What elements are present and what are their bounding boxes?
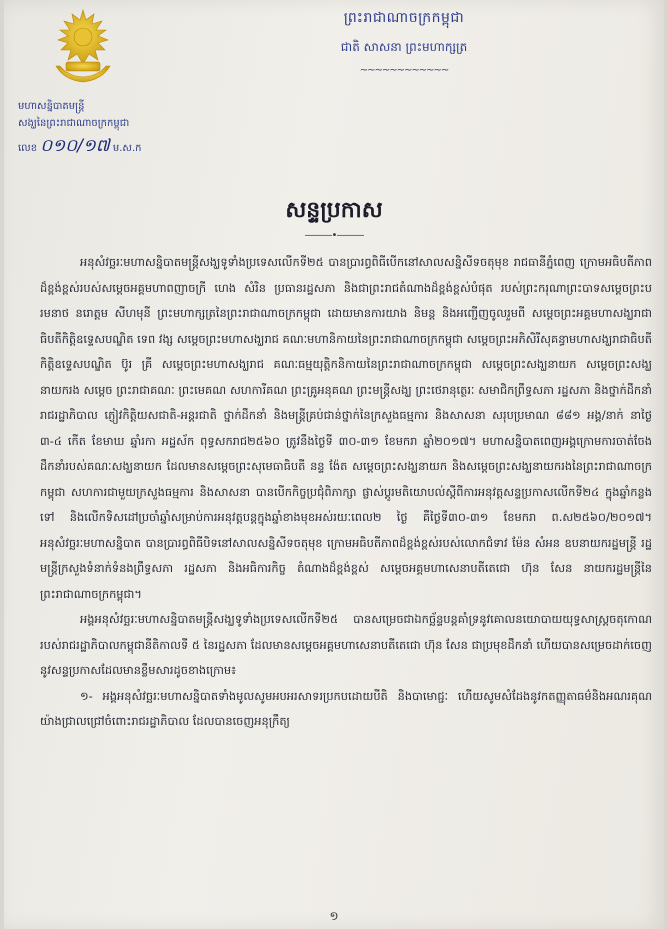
- ref-suffix: ម.ស.ក: [112, 143, 142, 154]
- paragraph-2: អង្គអនុសំវច្ឆរៈមហាសន្និបាតមន្ត្រីសង្ឃទូទាំងប្រទេសលើកទី២៥ បានសម្រេចជាឯកច្ឆ័ន្ទបន្តគាំទ្រនូវគោលនយោបាយយុទ្ធសាស្ត្រចតុកោណរបស់រាជរដ្ឋាភិបាលកម្ពុជានីតិកាលទី ៥ នៃរដ្ឋសភា ដែលមានសម្ដេចអគ្គមហាសេនាបតីតេជោ ហ៊ុន សែន ជាប្រមុខដឹកនាំ ហើយបានសម្រេចដាក់ចេញនូវសន្ទប្រកាសដែលមានខ្លឹមសារដូចខាងក្រោម៖: [40, 612, 652, 677]
- ref-prefix: លេខ: [18, 143, 38, 154]
- paragraph-1: អនុសំវច្ឆរៈមហាសន្និបាតមន្ត្រីសង្ឃទូទាំងប្រទេសលើកទី២៥ បានប្រារព្ធពិធីបើកនៅសាលសន្និសីទចតុមុខ រាជធានីភ្នំពេញ ក្រោមអធិបតីភាពដ៏ខ្ពង់ខ្ពស់របស់សម្ដេចអគ្គមហាពញាចក្រី ហេង សំរិន ប្រធានរដ្ឋសភា និងជាព្រះរាជតំណាងដ៏ខ្ពង់ខ្ពស់បំផុត របស់ព្រះករុណាព្រះបាទសម្ដេចព្រះបរមនាថ នរោត្តម សីហមុនី ព្រះមហាក្សត្រនៃព្រះរាជាណាចក្រកម្ពុជា ដោយមានការយាង និមន្ត និងអញ្ជើញចូលរួមពី សម្ដេចព្រះអគ្គមហាសង្ឃរាជាធិបតីកិត្តិឧទ្ទេសបណ្ឌិត ទេព វង្ស សម្ដេចព្រះមហាសង្ឃរាជ គណៈមហានិកាយនៃព្រះរាជាណាចក្រកម្ពុជា សម្ដេចព្រះអភិសិរីសុគន្ធាមហាសង្ឃរាជាធិបតីកិត្តិឧទ្ទេសបណ្ឌិត ប៊ូរ គ្រី សម្ដេចព្រះមហាសង្ឃរាជ គណៈធម្មយុត្តិកនិកាយនៃព្រះរាជាណាចក្រកម្ពុជា សម្ដេចព្រះសង្ឃនាយក សម្ដេចព្រះសង្ឃនាយករង សម្ដេច ព្រះរាជាគណៈ ព្រះមេគណ សហការីគណ ព្រះគ្រូអនុគណ ព្រះមន្ត្រីសង្ឃ ព្រះថេរានុត្ថេរៈ សមាជិកព្រឹទ្ធសភា រដ្ឋសភា និងថ្នាក់ដឹកនាំរាជរដ្ឋាភិបាល ភ្ញៀវកិត្តិយសជាតិ-អន្តរជាតិ ថ្នាក់ដឹកនាំ និងមន្ត្រីគ្រប់ជាន់ថ្នាក់នៃក្រសួងធម្មការ និងសាសនា សរុបប្រមាណ ៨៨១ អង្គ/នាក់ នាថ្ងៃ ៣-៤ កើត ខែមាឃ ឆ្នាំរកា អដ្ឋស័ក ពុទ្ធសករាជ២៥៦០ ត្រូវនឹងថ្ងៃទី ៣០-៣១ ខែមករា ឆ្នាំ២០១៧។ មហាសន្និបាតពេញអង្គក្រោមការចាត់ចែងដឹកនាំរបស់គណៈសង្ឃនាយក ដែលមានសម្ដេចព្រះសុមេធាធិបតី នន្ទ ង៉ែត សម្ដេចព្រះសង្ឃនាយក និងសម្ដេចព្រះសង្ឃនាយករងនៃព្រះរាជាណាចក្រកម្ពុជា សហការជាមួយក្រសួងធម្មការ និងសាសនា បានបើកកិច្ចប្រជុំពិភាក្សា ផ្លាស់ប្ដូរមតិយោបល់ស្ដីពីការអនុវត្តសន្ទប្រកាសលើកទី២៤ ក្នុងឆ្នាំកន្លងទៅ និងលើកទិសដៅប្រចាំឆ្នាំសម្រាប់ការអនុវត្តបន្តក្នុងឆ្នាំខាងមុខអស់រយៈពេល២ ថ្ងៃ គឺថ្ងៃទី៣០-៣១ ខែមករា ព.ស២៥៦០/២០១៧។ អនុសំវច្ឆរៈមហាសន្និបាត បានប្រារព្ធពិធីបិទនៅសាលសន្និសីទចតុមុខ ក្រោមអធិបតីភាពដ៏ខ្ពង់ខ្ពស់របស់លោកជំទាវ ម៉ែន សំអន ឧបនាយករដ្ឋមន្ត្រី រដ្ឋមន្ត្រីក្រសួងទំនាក់ទំនងព្រឹទ្ធសភា រដ្ឋសភា និងអធិការកិច្ច តំណាងដ៏ខ្ពង់ខ្ពស់ សម្ដេចអគ្គមហាសេនាបតីតេជោ ហ៊ុន សែន នាយករដ្ឋមន្ត្រីនៃព្រះរាជាណាចក្រកម្ពុជា។: [40, 255, 652, 601]
- header-ornament: ~~~~~~~~~~~~: [359, 65, 449, 76]
- kingdom-header: [284, 8, 524, 76]
- reference-number: [18, 135, 188, 160]
- issuer-line-2: សង្ឃនៃព្រះរាជាណាចក្រកម្ពុជា: [18, 118, 130, 129]
- issuer-block: [18, 98, 168, 132]
- title-ornament: ———•———: [304, 230, 364, 241]
- paragraph-3: ១- អង្គអនុសំវច្ឆរៈមហាសន្និបាតទាំងមូលសូមអបអរសាទរប្រកបដោយបីតិ និងបាមោជ្ជៈ ហើយសូមសំដែងនូវកតញ្ញុតាធម៌និងអណរគុណយ៉ាងជ្រាលជ្រៅចំពោះរាជរដ្ឋាភិបាល ដែលបានចេញអនុក្រឹត្យ: [40, 688, 652, 728]
- ref-number: ០១០/១៧: [40, 136, 110, 156]
- document-body: [40, 250, 652, 735]
- ministry-emblem-icon: [42, 6, 124, 88]
- kingdom-title: ព្រះរាជាណាចក្រកម្ពុជា: [343, 10, 465, 26]
- document-title: សន្ទប្រកាស: [285, 198, 383, 223]
- issuer-line-1: មហាសន្និបាតមន្ត្រី: [18, 101, 85, 112]
- national-motto: ជាតិ សាសនា ព្រះមហាក្សត្រ: [340, 40, 468, 54]
- page-number: ១: [329, 909, 339, 923]
- document-page: [4, 0, 664, 929]
